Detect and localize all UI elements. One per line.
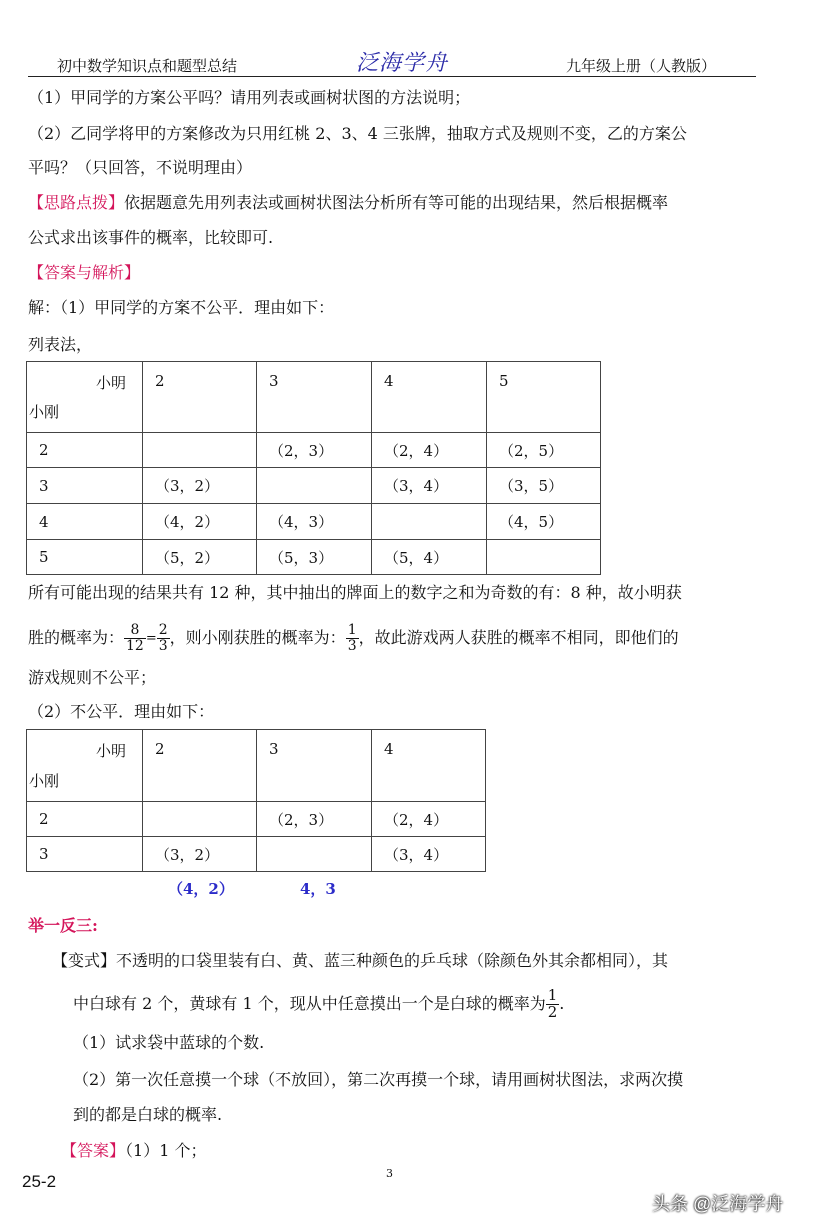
answer-text: （1）1 个；	[125, 1141, 207, 1160]
hint-text-1: 依据题意先用列表法或画树状图法分析所有等可能的出现结果，然后根据概率	[124, 193, 669, 212]
table-cell	[143, 802, 257, 837]
table-cell: （2，3）	[257, 433, 372, 468]
table-cell: （5，2）	[143, 540, 257, 575]
table-row	[27, 540, 601, 575]
variant-text-1: 不透明的口袋里装有白、黄、蓝三种颜色的乒乓球（除颜色外其余都相同），其	[116, 951, 669, 970]
footer-code: 25-2	[22, 1172, 57, 1191]
table-cell: （2，4）	[372, 433, 487, 468]
table-cell: （2，3）	[257, 802, 372, 837]
table-cell: （3，4）	[372, 468, 487, 504]
table-cell: （3，2）	[143, 468, 257, 504]
equals-sign: =	[145, 630, 157, 646]
outcome-table-2	[26, 729, 486, 872]
column-header: 3	[257, 730, 372, 802]
page-number: 3	[386, 1167, 393, 1180]
result-paragraph-3: 游戏规则不公平；	[28, 668, 157, 687]
header-divider	[28, 76, 756, 77]
solution-part-2: （2）不公平．理由如下：	[28, 702, 215, 721]
corner-label-xiaogang: 小刚	[29, 772, 60, 790]
fraction-1-2	[546, 985, 560, 1021]
section-title: 举一反三:	[28, 916, 98, 935]
solution-method: 列表法，	[28, 335, 93, 354]
column-header: 4	[372, 362, 487, 433]
table-cell	[487, 540, 601, 575]
table-row	[27, 468, 601, 504]
row-header: 2	[27, 433, 143, 468]
variant-tag: 【变式】	[52, 951, 117, 970]
column-header: 2	[143, 730, 257, 802]
watermark: 头条 @泛海学舟	[652, 1194, 784, 1214]
answer-tag: 【答案】	[61, 1141, 126, 1160]
row-header: 3	[27, 837, 143, 872]
fraction-1-3	[346, 623, 359, 653]
table-row	[27, 837, 486, 872]
table-cell: （5，3）	[257, 540, 372, 575]
table-header-row	[27, 730, 486, 802]
outcome-table-1	[26, 361, 601, 575]
table-corner-cell	[27, 362, 143, 433]
result-paragraph-1: 所有可能出现的结果共有 12 种，其中抽出的牌面上的数字之和为奇数的有：8 种，故小明获	[28, 583, 682, 602]
corner-label-xiaoming: 小明	[95, 374, 126, 392]
result-text-c: ，故此游戏两人获胜的概率不相同，即他们的	[358, 628, 679, 647]
answer-analysis-tag: 【答案与解析】	[28, 263, 141, 282]
question-2-line-2: 平吗？（只回答，不说明理由）	[28, 158, 253, 177]
table-corner-cell	[27, 730, 143, 802]
table-cell: （2，5）	[487, 433, 601, 468]
corner-label-xiaogang: 小刚	[29, 403, 60, 421]
numerator: 2	[158, 621, 168, 638]
header-subject: 初中数学知识点和题型总结	[57, 57, 238, 75]
extra-cell-4-2: （4，2）	[168, 880, 234, 898]
variant-answer	[61, 1143, 206, 1159]
table-cell: （4，5）	[487, 504, 601, 540]
fraction-8-12	[124, 623, 146, 653]
table-cell: （4，2）	[143, 504, 257, 540]
table-cell: （2，4）	[372, 802, 486, 837]
table-cell: （4，3）	[257, 504, 372, 540]
question-1: （1）甲同学的方案公平吗？请用列表或画树状图的方法说明；	[28, 88, 471, 107]
fraction-2-3	[157, 623, 170, 653]
table-cell: （3，2）	[143, 837, 257, 872]
variant-line-1	[52, 953, 668, 969]
table-cell: （3，5）	[487, 468, 601, 504]
row-header: 5	[27, 540, 143, 575]
variant-text-2: 中白球有 2 个，黄球有 1 个，现从中任意摸出一个是白球的概率为	[73, 994, 546, 1013]
table-cell: （5，4）	[372, 540, 487, 575]
numerator: 8	[124, 623, 146, 639]
result-text-b: ，则小刚获胜的概率为：	[169, 628, 346, 647]
numerator: 1	[347, 621, 357, 638]
header-grade: 九年级上册（人教版）	[566, 57, 717, 75]
variant-line-2	[73, 982, 564, 1026]
hint-tag: 【思路点拨】	[28, 193, 125, 212]
table-cell: （3，4）	[372, 837, 486, 872]
header-brand: 泛海学舟	[356, 51, 449, 76]
denominator: 2	[547, 1002, 558, 1021]
table-row	[27, 504, 601, 540]
denominator: 3	[158, 637, 168, 654]
column-header: 5	[487, 362, 601, 433]
column-header: 3	[257, 362, 372, 433]
table-row	[27, 802, 486, 837]
table-cell	[372, 504, 487, 540]
numerator: 1	[547, 985, 558, 1004]
table-cell	[143, 433, 257, 468]
variant-question-2-line-2: 到的都是白球的概率.	[73, 1105, 223, 1124]
result-text-a: 胜的概率为：	[28, 628, 125, 647]
question-2-line-1: （2）乙同学将甲的方案修改为只用红桃 2、3、4 三张牌，抽取方式及规则不变，乙的方案公	[28, 124, 687, 143]
hint-line-2: 公式求出该事件的概率，比较即可.	[28, 228, 274, 247]
result-paragraph-2	[28, 618, 679, 658]
variant-period: .	[559, 994, 565, 1013]
extra-cell-4-3: 4，3	[300, 880, 336, 898]
column-header: 4	[372, 730, 486, 802]
row-header: 3	[27, 468, 143, 504]
table-header-row	[27, 362, 601, 433]
table-cell	[257, 468, 372, 504]
table-cell	[257, 837, 372, 872]
corner-label-xiaoming: 小明	[95, 742, 126, 760]
table-row	[27, 433, 601, 468]
variant-question-1: （1）试求袋中蓝球的个数.	[73, 1033, 265, 1052]
solution-part-1: 解：（1）甲同学的方案不公平．理由如下：	[28, 298, 335, 317]
variant-question-2-line-1: （2）第一次任意摸一个球（不放回），第二次再摸一个球，请用画树状图法，求两次摸	[73, 1070, 684, 1089]
denominator: 3	[347, 637, 357, 654]
column-header: 2	[143, 362, 257, 433]
denominator: 12	[126, 637, 144, 654]
row-header: 2	[27, 802, 143, 837]
row-header: 4	[27, 504, 143, 540]
hint-line-1	[28, 195, 668, 211]
